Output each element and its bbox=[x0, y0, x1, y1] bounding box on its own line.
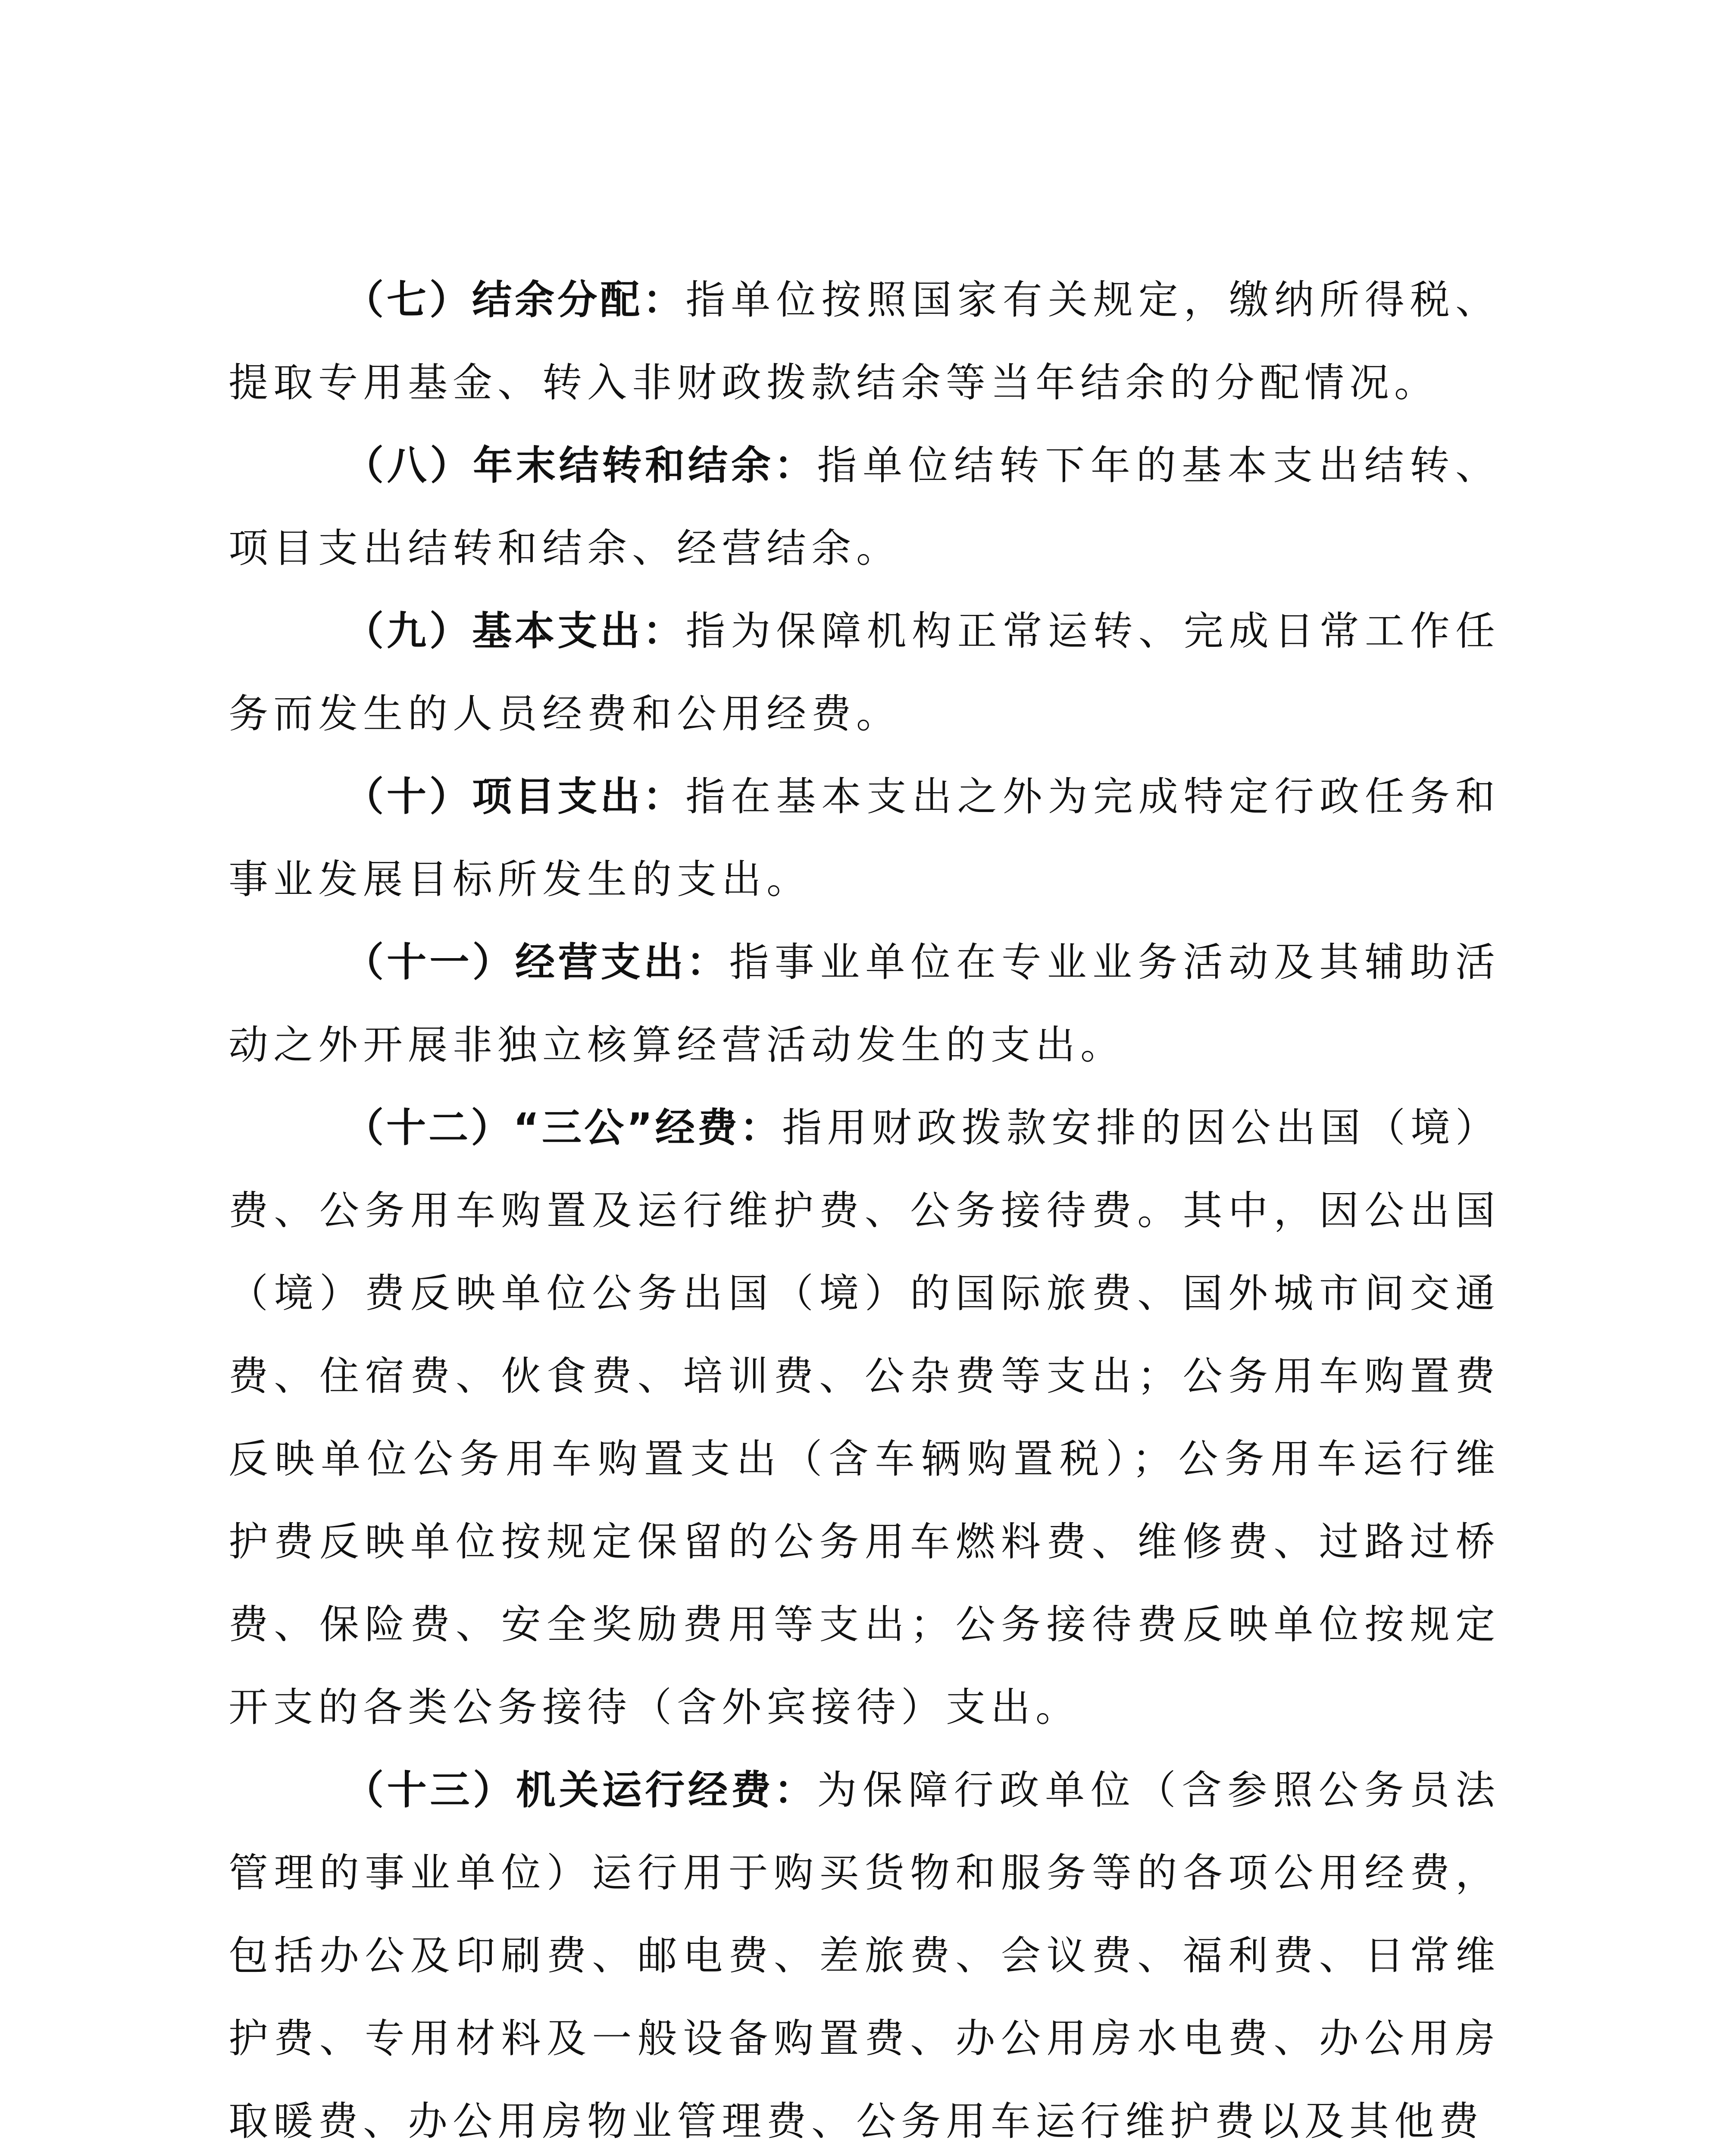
term-year-end-carryover: （八）年末结转和结余： bbox=[344, 442, 817, 489]
definition-operating-expenditure: 指事业单位在专业业务活动及其辅助活动之外开展非独立核算经营活动发生的支出。 bbox=[228, 939, 1500, 1068]
term-balance-distribution: （七）结余分配： bbox=[344, 277, 686, 323]
document-body bbox=[228, 259, 1500, 2156]
paragraph-basic-expenditure bbox=[228, 590, 1500, 755]
paragraph-operating-expenditure bbox=[228, 921, 1500, 1087]
paragraph-three-public-expenses bbox=[228, 1087, 1500, 1749]
term-agency-operating-funds: （十三）机关运行经费： bbox=[344, 1767, 817, 1813]
definition-three-public-expenses: 指用财政拨款安排的因公出国（境）费、公务用车购置及运行维护费、公务接待费。其中，因公出国（境）费反映单位公务出国（境）的国际旅费、国外城市间交通费、住宿费、伙食费、培训费、公杂费等支出；公务用车购置费反映单位公务用车购置支出（含车辆购置税）；公务用车运行维护费反映单位按规定保留的公务用车燃料费、维修费、过路过桥费、保险费、安全奖励费用等支出；公务接待费反映单位按规定开支的各类公务接待（含外宾接待）支出。 bbox=[228, 1105, 1500, 1730]
definition-project-expenditure: 指在基本支出之外为完成特定行政任务和事业发展目标所发生的支出。 bbox=[228, 774, 1500, 903]
definition-balance-distribution: 指单位按照国家有关规定，缴纳所得税、提取专用基金、转入非财政拨款结余等当年结余的分配情况。 bbox=[228, 277, 1500, 406]
term-basic-expenditure: （九）基本支出： bbox=[344, 608, 686, 654]
definition-basic-expenditure: 指为保障机构正常运转、完成日常工作任务而发生的人员经费和公用经费。 bbox=[228, 608, 1500, 737]
term-three-public-expenses: （十二）“三公”经费： bbox=[344, 1105, 782, 1151]
term-operating-expenditure: （十一）经营支出： bbox=[344, 939, 729, 985]
paragraph-project-expenditure bbox=[228, 755, 1500, 921]
term-project-expenditure: （十）项目支出： bbox=[344, 774, 686, 820]
definition-year-end-carryover: 指单位结转下年的基本支出结转、项目支出结转和结余、经营结余。 bbox=[228, 442, 1500, 571]
definition-agency-operating-funds: 为保障行政单位（含参照公务员法管理的事业单位）运行用于购买货物和服务等的各项公用经费，包括办公及印刷费、邮电费、差旅费、会议费、福利费、日常维护费、专用材料及一般设备购置费、办公用房水电费、办公用房取暖费、办公用房物业管理费、公务用车运行维护费以及其他费 bbox=[228, 1767, 1500, 2144]
paragraph-agency-operating-funds bbox=[228, 1749, 1500, 2156]
paragraph-year-end-carryover bbox=[228, 424, 1500, 590]
paragraph-balance-distribution bbox=[228, 259, 1500, 424]
